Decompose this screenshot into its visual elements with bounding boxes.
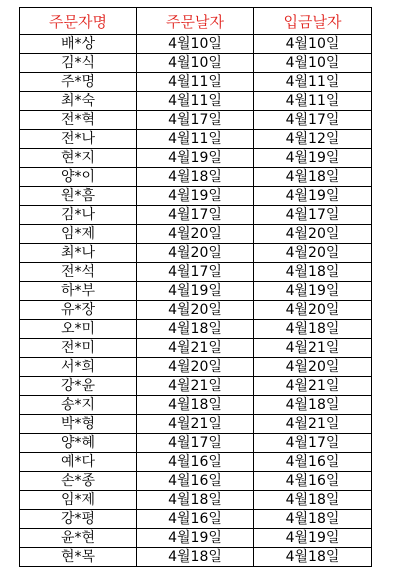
table-row <box>20 73 372 92</box>
cell-order-date: 4월17일 <box>137 434 254 453</box>
cell-deposit-date: 4월18일 <box>254 396 372 415</box>
cell-deposit-date: 4월20일 <box>254 244 372 263</box>
table-row <box>20 396 372 415</box>
table-row <box>20 92 372 111</box>
table-row <box>20 130 372 149</box>
cell-orderer-name: 오*미 <box>20 320 137 339</box>
cell-orderer-name: 박*형 <box>20 415 137 434</box>
table-row <box>20 206 372 225</box>
cell-order-date: 4월17일 <box>137 206 254 225</box>
table-row <box>20 168 372 187</box>
cell-deposit-date: 4월17일 <box>254 111 372 130</box>
cell-order-date: 4월20일 <box>137 301 254 320</box>
cell-order-date: 4월19일 <box>137 282 254 301</box>
cell-order-date: 4월20일 <box>137 358 254 377</box>
header-order-date: 주문날자 <box>137 8 254 35</box>
cell-deposit-date: 4월20일 <box>254 358 372 377</box>
cell-order-date: 4월11일 <box>137 92 254 111</box>
cell-orderer-name: 예*다 <box>20 453 137 472</box>
cell-orderer-name: 전*나 <box>20 130 137 149</box>
cell-order-date: 4월19일 <box>137 529 254 548</box>
header-orderer-name: 주문자명 <box>20 8 137 35</box>
cell-deposit-date: 4월12일 <box>254 130 372 149</box>
cell-order-date: 4월17일 <box>137 263 254 282</box>
cell-order-date: 4월18일 <box>137 548 254 567</box>
cell-order-date: 4월20일 <box>137 225 254 244</box>
cell-orderer-name: 원*흠 <box>20 187 137 206</box>
table-row <box>20 244 372 263</box>
cell-orderer-name: 임*제 <box>20 225 137 244</box>
cell-deposit-date: 4월11일 <box>254 92 372 111</box>
cell-deposit-date: 4월18일 <box>254 548 372 567</box>
cell-deposit-date: 4월16일 <box>254 453 372 472</box>
cell-deposit-date: 4월18일 <box>254 168 372 187</box>
cell-orderer-name: 윤*현 <box>20 529 137 548</box>
cell-order-date: 4월18일 <box>137 320 254 339</box>
cell-orderer-name: 손*종 <box>20 472 137 491</box>
cell-order-date: 4월21일 <box>137 415 254 434</box>
table-header <box>20 8 372 35</box>
table-row <box>20 529 372 548</box>
cell-deposit-date: 4월21일 <box>254 377 372 396</box>
cell-deposit-date: 4월19일 <box>254 149 372 168</box>
cell-order-date: 4월16일 <box>137 472 254 491</box>
cell-deposit-date: 4월11일 <box>254 73 372 92</box>
header-row <box>20 8 372 35</box>
cell-orderer-name: 현*지 <box>20 149 137 168</box>
cell-orderer-name: 김*식 <box>20 54 137 73</box>
table-row <box>20 187 372 206</box>
cell-orderer-name: 송*지 <box>20 396 137 415</box>
cell-orderer-name: 양*이 <box>20 168 137 187</box>
cell-deposit-date: 4월19일 <box>254 187 372 206</box>
cell-orderer-name: 강*윤 <box>20 377 137 396</box>
cell-order-date: 4월19일 <box>137 187 254 206</box>
cell-deposit-date: 4월10일 <box>254 35 372 54</box>
cell-order-date: 4월10일 <box>137 54 254 73</box>
cell-order-date: 4월18일 <box>137 396 254 415</box>
cell-orderer-name: 양*혜 <box>20 434 137 453</box>
cell-order-date: 4월19일 <box>137 149 254 168</box>
cell-deposit-date: 4월16일 <box>254 472 372 491</box>
table-row <box>20 320 372 339</box>
table-row <box>20 282 372 301</box>
cell-order-date: 4월10일 <box>137 35 254 54</box>
cell-orderer-name: 김*나 <box>20 206 137 225</box>
table-row <box>20 263 372 282</box>
table-row <box>20 491 372 510</box>
cell-order-date: 4월16일 <box>137 510 254 529</box>
cell-deposit-date: 4월18일 <box>254 320 372 339</box>
table-row <box>20 377 372 396</box>
cell-deposit-date: 4월19일 <box>254 282 372 301</box>
cell-orderer-name: 강*평 <box>20 510 137 529</box>
cell-deposit-date: 4월10일 <box>254 54 372 73</box>
cell-deposit-date: 4월17일 <box>254 434 372 453</box>
table-row <box>20 149 372 168</box>
table-row <box>20 453 372 472</box>
cell-orderer-name: 전*혁 <box>20 111 137 130</box>
table-body <box>20 35 372 567</box>
cell-order-date: 4월18일 <box>137 491 254 510</box>
cell-deposit-date: 4월20일 <box>254 301 372 320</box>
cell-orderer-name: 최*숙 <box>20 92 137 111</box>
cell-orderer-name: 최*나 <box>20 244 137 263</box>
table-row <box>20 434 372 453</box>
header-deposit-date: 입금날자 <box>254 8 372 35</box>
cell-deposit-date: 4월18일 <box>254 491 372 510</box>
table-row <box>20 301 372 320</box>
cell-deposit-date: 4월20일 <box>254 225 372 244</box>
table-row <box>20 111 372 130</box>
cell-order-date: 4월21일 <box>137 339 254 358</box>
cell-deposit-date: 4월18일 <box>254 263 372 282</box>
table-row <box>20 339 372 358</box>
cell-order-date: 4월21일 <box>137 377 254 396</box>
table-row <box>20 472 372 491</box>
table-row <box>20 510 372 529</box>
cell-deposit-date: 4월19일 <box>254 529 372 548</box>
cell-orderer-name: 서*희 <box>20 358 137 377</box>
cell-deposit-date: 4월21일 <box>254 339 372 358</box>
cell-orderer-name: 전*석 <box>20 263 137 282</box>
table-row <box>20 358 372 377</box>
cell-orderer-name: 하*부 <box>20 282 137 301</box>
table-row <box>20 225 372 244</box>
table-row <box>20 35 372 54</box>
cell-orderer-name: 배*상 <box>20 35 137 54</box>
cell-order-date: 4월11일 <box>137 130 254 149</box>
cell-order-date: 4월17일 <box>137 111 254 130</box>
table-row <box>20 548 372 567</box>
order-table <box>19 7 372 567</box>
cell-deposit-date: 4월21일 <box>254 415 372 434</box>
cell-deposit-date: 4월17일 <box>254 206 372 225</box>
cell-orderer-name: 유*장 <box>20 301 137 320</box>
cell-order-date: 4월18일 <box>137 168 254 187</box>
cell-order-date: 4월20일 <box>137 244 254 263</box>
cell-orderer-name: 전*미 <box>20 339 137 358</box>
cell-order-date: 4월11일 <box>137 73 254 92</box>
table-row <box>20 415 372 434</box>
cell-orderer-name: 현*목 <box>20 548 137 567</box>
cell-orderer-name: 주*명 <box>20 73 137 92</box>
cell-deposit-date: 4월18일 <box>254 510 372 529</box>
cell-order-date: 4월16일 <box>137 453 254 472</box>
table-row <box>20 54 372 73</box>
cell-orderer-name: 임*제 <box>20 491 137 510</box>
